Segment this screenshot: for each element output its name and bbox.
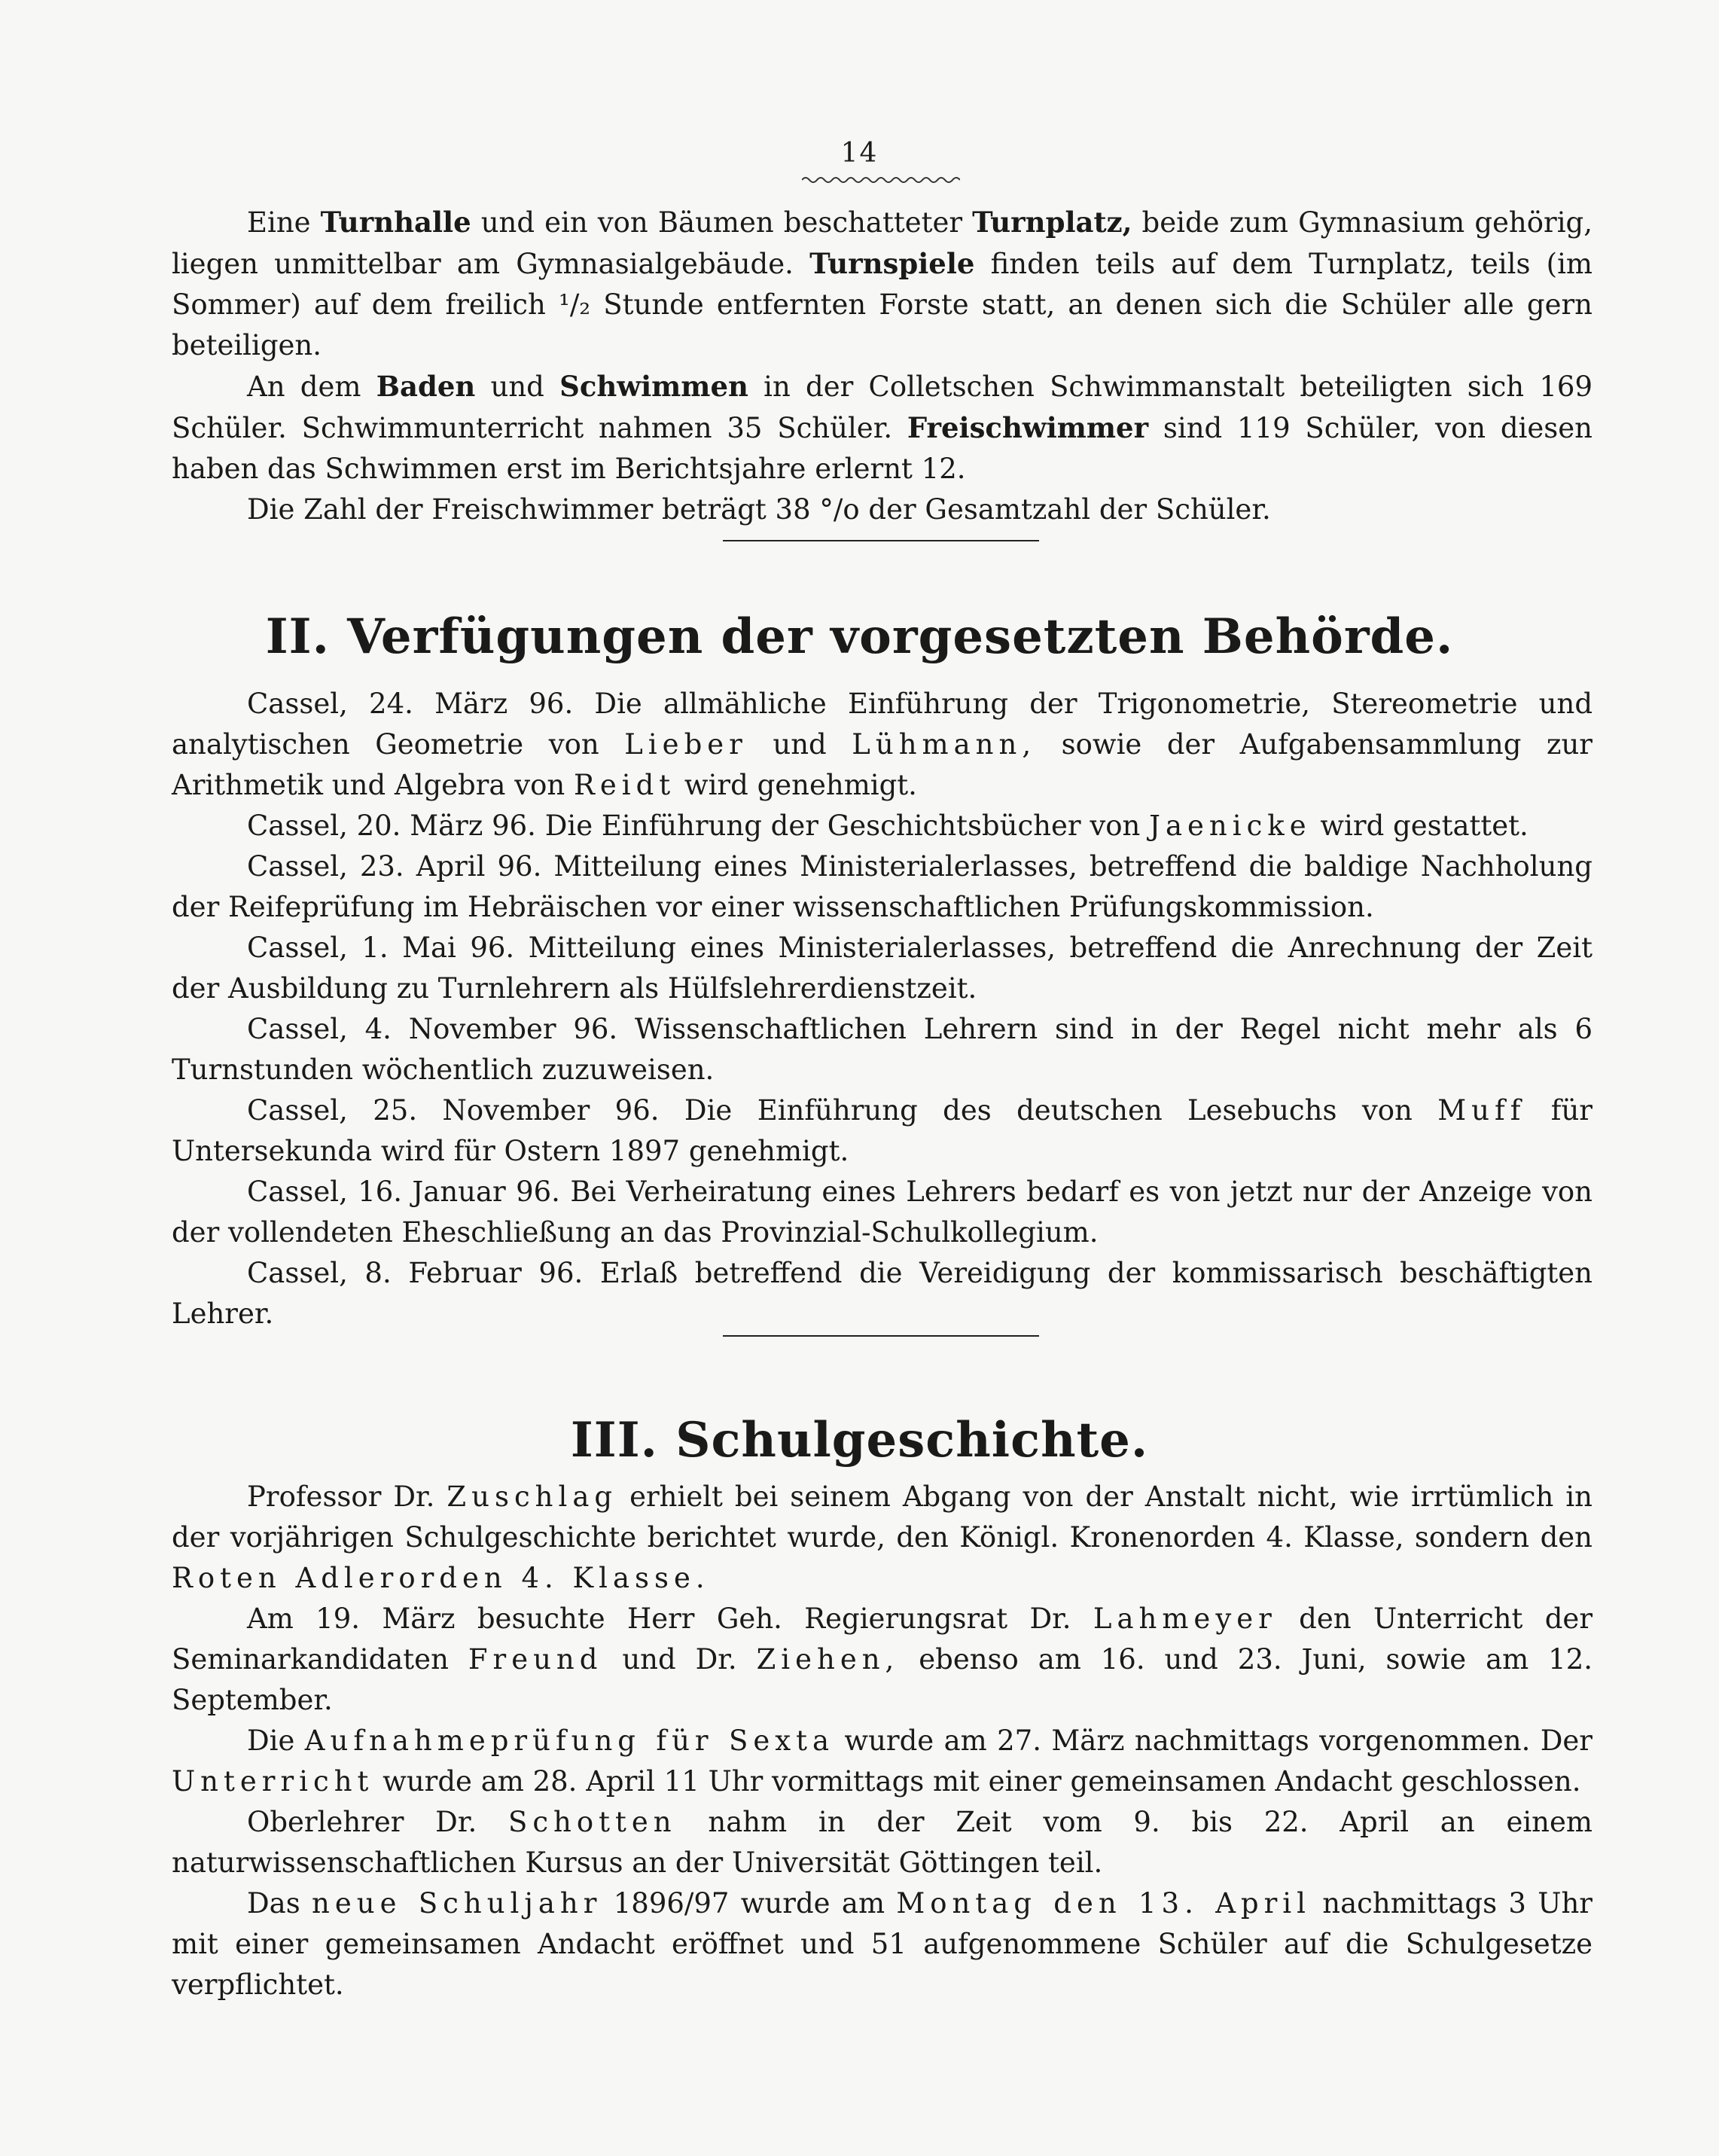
term-turnhalle: Turnhalle: [320, 206, 471, 239]
emphasis-term: neue Schuljahr: [312, 1887, 602, 1920]
intro-paragraph-percentage: Die Zahl der Freischwimmer beträgt 38 °/o der Gesamtzahl der Schüler.: [247, 493, 1271, 526]
emphasis-term: Unterricht: [172, 1765, 374, 1798]
term-turnspiele: Turnspiele: [809, 247, 975, 280]
section-heading-verfuegungen: II. Verfügungen der vorgesetzten Behörde.: [265, 608, 1454, 665]
emphasis-term: Montag den 13. April: [896, 1887, 1311, 1920]
person-name: Schotten: [507, 1806, 677, 1838]
term-schwimmen: Schwimmen: [559, 370, 748, 403]
author-name: Lieber: [624, 728, 748, 761]
history-paragraph: Professor Dr. Zuschlag erhielt bei seinem Abgang von der Anstalt nicht, wie irrtümlich in der vorjährigen Schulgeschichte berichtet wurde, den Königl. Kronenorden 4. Klasse, sondern den Roten Adlerorden 4. Klasse.: [172, 1481, 1593, 1594]
page-number: 14: [840, 138, 879, 169]
history-paragraph: Das neue Schuljahr 1896/97 wurde am Montag den 13. April nachmittags 3 Uhr mit einer gemeinsamen Andacht eröffnet und 51 aufgenommene Schüler auf die Schulgesetze verpflichtet.: [172, 1887, 1593, 2001]
decree-entry: Cassel, 8. Februar 96. Erlaß betreffend die Vereidigung der kommissarisch beschäftigten Lehrer.: [172, 1257, 1593, 1330]
emphasis-term: Aufnahmeprüfung für Sexta: [304, 1724, 835, 1757]
person-name: Freund: [468, 1643, 603, 1676]
intro-section: [172, 202, 1593, 530]
section-divider: [723, 1335, 1039, 1337]
history-paragraph: Die Aufnahmeprüfung für Sexta wurde am 27. März nachmittags vorgenommen. Der Unterricht wurde am 28. April 11 Uhr vormittags mit einer gemeinsamen Andacht geschlossen.: [172, 1724, 1593, 1798]
author-name: Lühmann,: [852, 728, 1037, 761]
decree-entry: Cassel, 16. Januar 96. Bei Verheiratung eines Lehrers bedarf es von jetzt nur der Anzeige von der vollendeten Eheschließung an das Provinzial-Schulkollegium.: [172, 1176, 1593, 1249]
decorative-wavy-rule: [802, 175, 960, 185]
order-name: Roten Adlerorden 4. Klasse.: [172, 1562, 710, 1594]
decree-entry: Cassel, 23. April 96. Mitteilung eines Ministerialerlasses, betreffend die baldige Nachholung der Reifeprüfung im Hebräischen vor einer wissenschaftlichen Prüfungskommission.: [172, 850, 1593, 923]
person-name: Zuschlag: [447, 1481, 618, 1513]
section-heading-schulgeschichte: III. Schulgeschichte.: [570, 1412, 1149, 1468]
decree-entry: Cassel, 1. Mai 96. Mitteilung eines Ministerialerlasses, betreffend die Anrechnung der Zeit der Ausbildung zu Turnlehrern als Hülfslehrerdienstzeit.: [172, 932, 1593, 1005]
author-name: Reidt: [574, 769, 676, 801]
term-baden: Baden: [376, 370, 476, 403]
decree-entry: Cassel, 24. März 96. Die allmähliche Einführung der Trigonometrie, Stereometrie und analytischen Geometrie von Lieber und Lühmann, sowie der Aufgabensammlung zur Arithmetik und Algebra von Reidt wird genehmigt.: [172, 688, 1593, 801]
decree-entry: Cassel, 20. März 96. Die Einführung der Geschichtsbücher von Jaenicke wird gestattet.: [247, 810, 1529, 842]
history-paragraph: Oberlehrer Dr. Schotten nahm in der Zeit vom 9. bis 22. April an einem naturwissenschaftlichen Kursus an der Universität Göttingen teil.: [172, 1806, 1593, 1879]
history-paragraph: Am 19. März besuchte Herr Geh. Regierungsrat Dr. Lahmeyer den Unterricht der Seminarkandidaten Freund und Dr. Ziehen, ebenso am 16. und 23. Juni, sowie am 12. September.: [172, 1603, 1593, 1716]
intro-paragraph-swimming: An dem Baden und Schwimmen in der Colletschen Schwimmanstalt beteiligten sich 169 Schüler. Schwimmunterricht nahmen 35 Schüler. Freischwimmer sind 119 Schüler, von diesen haben das Schwimmen erst im Berichtsjahre erlernt 12.: [172, 370, 1593, 485]
author-name: Jaenicke: [1149, 810, 1312, 842]
person-name: Lahmeyer: [1093, 1603, 1277, 1635]
person-name: Ziehen,: [756, 1643, 900, 1676]
fraction-half: ¹/₂: [559, 288, 591, 321]
term-turnplatz: Turnplatz,: [972, 206, 1132, 239]
school-history: [172, 1477, 1593, 2005]
decrees-list: [172, 684, 1593, 1334]
decree-entry: Cassel, 25. November 96. Die Einführung des deutschen Lesebuchs von Muff für Untersekunda wird für Ostern 1897 genehmigt.: [172, 1094, 1593, 1167]
decree-entry: Cassel, 4. November 96. Wissenschaftlichen Lehrern sind in der Regel nicht mehr als 6 Turnstunden wöchentlich zuzuweisen.: [172, 1013, 1593, 1086]
author-name: Muff: [1437, 1094, 1526, 1127]
section-divider: [723, 540, 1039, 541]
term-freischwimmer: Freischwimmer: [907, 411, 1149, 444]
intro-paragraph-gym: Eine Turnhalle und ein von Bäumen beschatteter Turnplatz, beide zum Gymnasium gehörig, liegen unmittelbar am Gymnasialgebäude. Turnspiele finden teils auf dem Turnplatz, teils (im Sommer) auf dem freilich ¹/₂ Stunde entfernten Forste statt, an denen sich die Schüler alle gern beteiligen.: [172, 206, 1593, 361]
